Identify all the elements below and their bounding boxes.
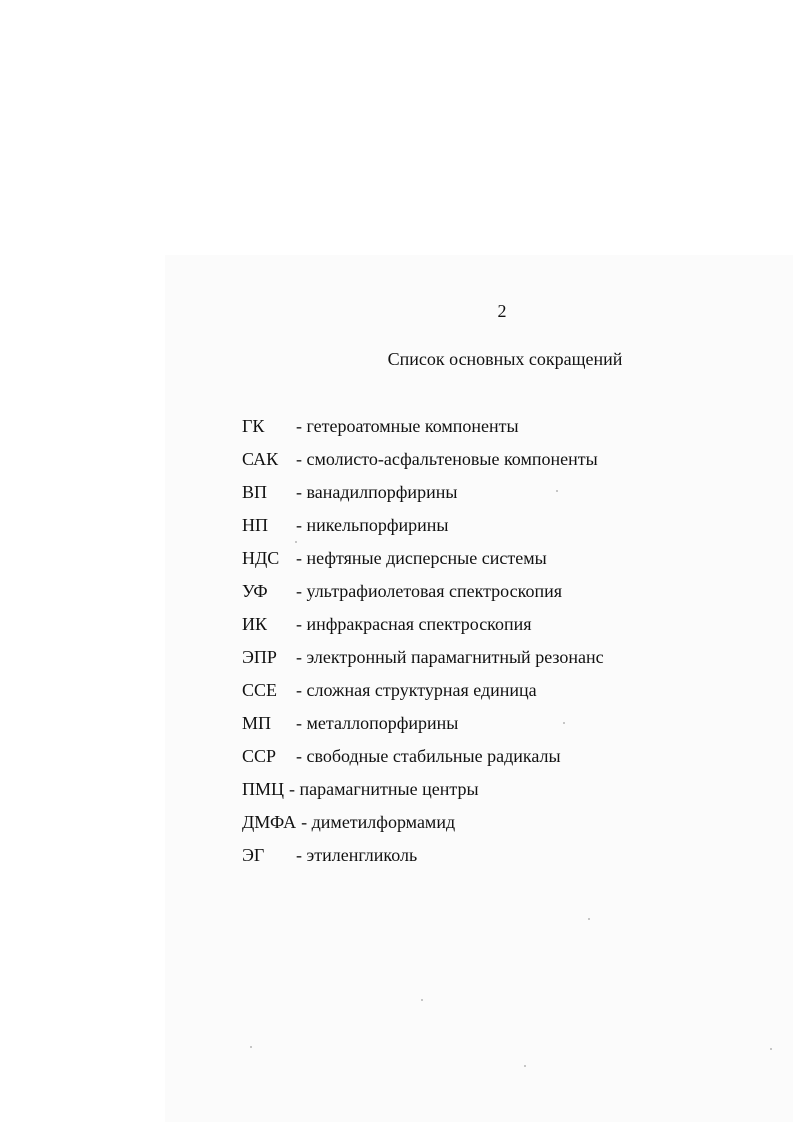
abbreviation-row bbox=[242, 810, 662, 843]
abbreviation-row bbox=[242, 744, 662, 777]
abbreviation-term: ВП bbox=[242, 482, 268, 502]
abbreviation-row bbox=[242, 843, 662, 876]
abbreviation-definition: - нефтяные дисперсные системы bbox=[296, 548, 547, 568]
abbreviation-row bbox=[242, 447, 662, 480]
abbreviation-row bbox=[242, 546, 662, 579]
abbreviation-term: САК bbox=[242, 449, 279, 469]
abbreviation-row bbox=[242, 678, 662, 711]
abbreviation-definition: - никельпорфирины bbox=[296, 515, 449, 535]
scan-speck bbox=[770, 1048, 772, 1050]
abbreviation-definition: - парамагнитные центры bbox=[289, 779, 479, 799]
abbreviation-term: ПМЦ bbox=[242, 779, 285, 799]
abbreviation-term: УФ bbox=[242, 581, 268, 601]
abbreviation-definition: - гетероатомные компоненты bbox=[296, 416, 519, 436]
scan-speck bbox=[524, 1065, 526, 1067]
scan-speck bbox=[250, 1046, 252, 1048]
scan-speck bbox=[295, 541, 297, 543]
page-number: 2 bbox=[497, 301, 507, 321]
abbreviation-term: НДС bbox=[242, 548, 280, 568]
abbreviation-definition: - смолисто-асфальтеновые компоненты bbox=[296, 449, 598, 469]
abbreviation-term: ССЕ bbox=[242, 680, 278, 700]
abbreviation-row bbox=[242, 711, 662, 744]
abbreviation-term: ССР bbox=[242, 746, 277, 766]
page-title: Список основных сокращений bbox=[387, 349, 623, 369]
abbreviation-row bbox=[242, 612, 662, 645]
abbreviation-term: ЭГ bbox=[242, 845, 265, 865]
abbreviation-term: ГК bbox=[242, 416, 265, 436]
abbreviation-definition: - инфракрасная спектроскопия bbox=[296, 614, 532, 634]
abbreviation-list bbox=[242, 414, 662, 876]
abbreviation-row bbox=[242, 480, 662, 513]
abbreviation-term: ИК bbox=[242, 614, 268, 634]
abbreviation-row bbox=[242, 777, 662, 810]
abbreviation-definition: - ванадилпорфирины bbox=[296, 482, 458, 502]
abbreviation-definition: - ультрафиолетовая спектроскопия bbox=[296, 581, 562, 601]
abbreviation-term: НП bbox=[242, 515, 268, 535]
abbreviation-definition: - металлопорфирины bbox=[296, 713, 459, 733]
abbreviation-definition: - свободные стабильные радикалы bbox=[296, 746, 561, 766]
abbreviation-row bbox=[242, 513, 662, 546]
scan-speck bbox=[563, 722, 565, 724]
abbreviation-definition: - этиленгликоль bbox=[296, 845, 418, 865]
abbreviation-row bbox=[242, 414, 662, 447]
abbreviation-row bbox=[242, 645, 662, 678]
scan-speck bbox=[421, 999, 423, 1001]
scan-speck bbox=[556, 490, 558, 492]
scan-speck bbox=[588, 918, 590, 920]
abbreviation-definition: - электронный парамагнитный резонанс bbox=[296, 647, 604, 667]
abbreviation-row bbox=[242, 579, 662, 612]
abbreviation-term: МП bbox=[242, 713, 272, 733]
abbreviation-term: ЭПР bbox=[242, 647, 277, 667]
abbreviation-definition: - сложная структурная единица bbox=[296, 680, 537, 700]
abbreviation-term: ДМФА bbox=[242, 812, 297, 832]
abbreviation-definition: - диметилформамид bbox=[301, 812, 456, 832]
